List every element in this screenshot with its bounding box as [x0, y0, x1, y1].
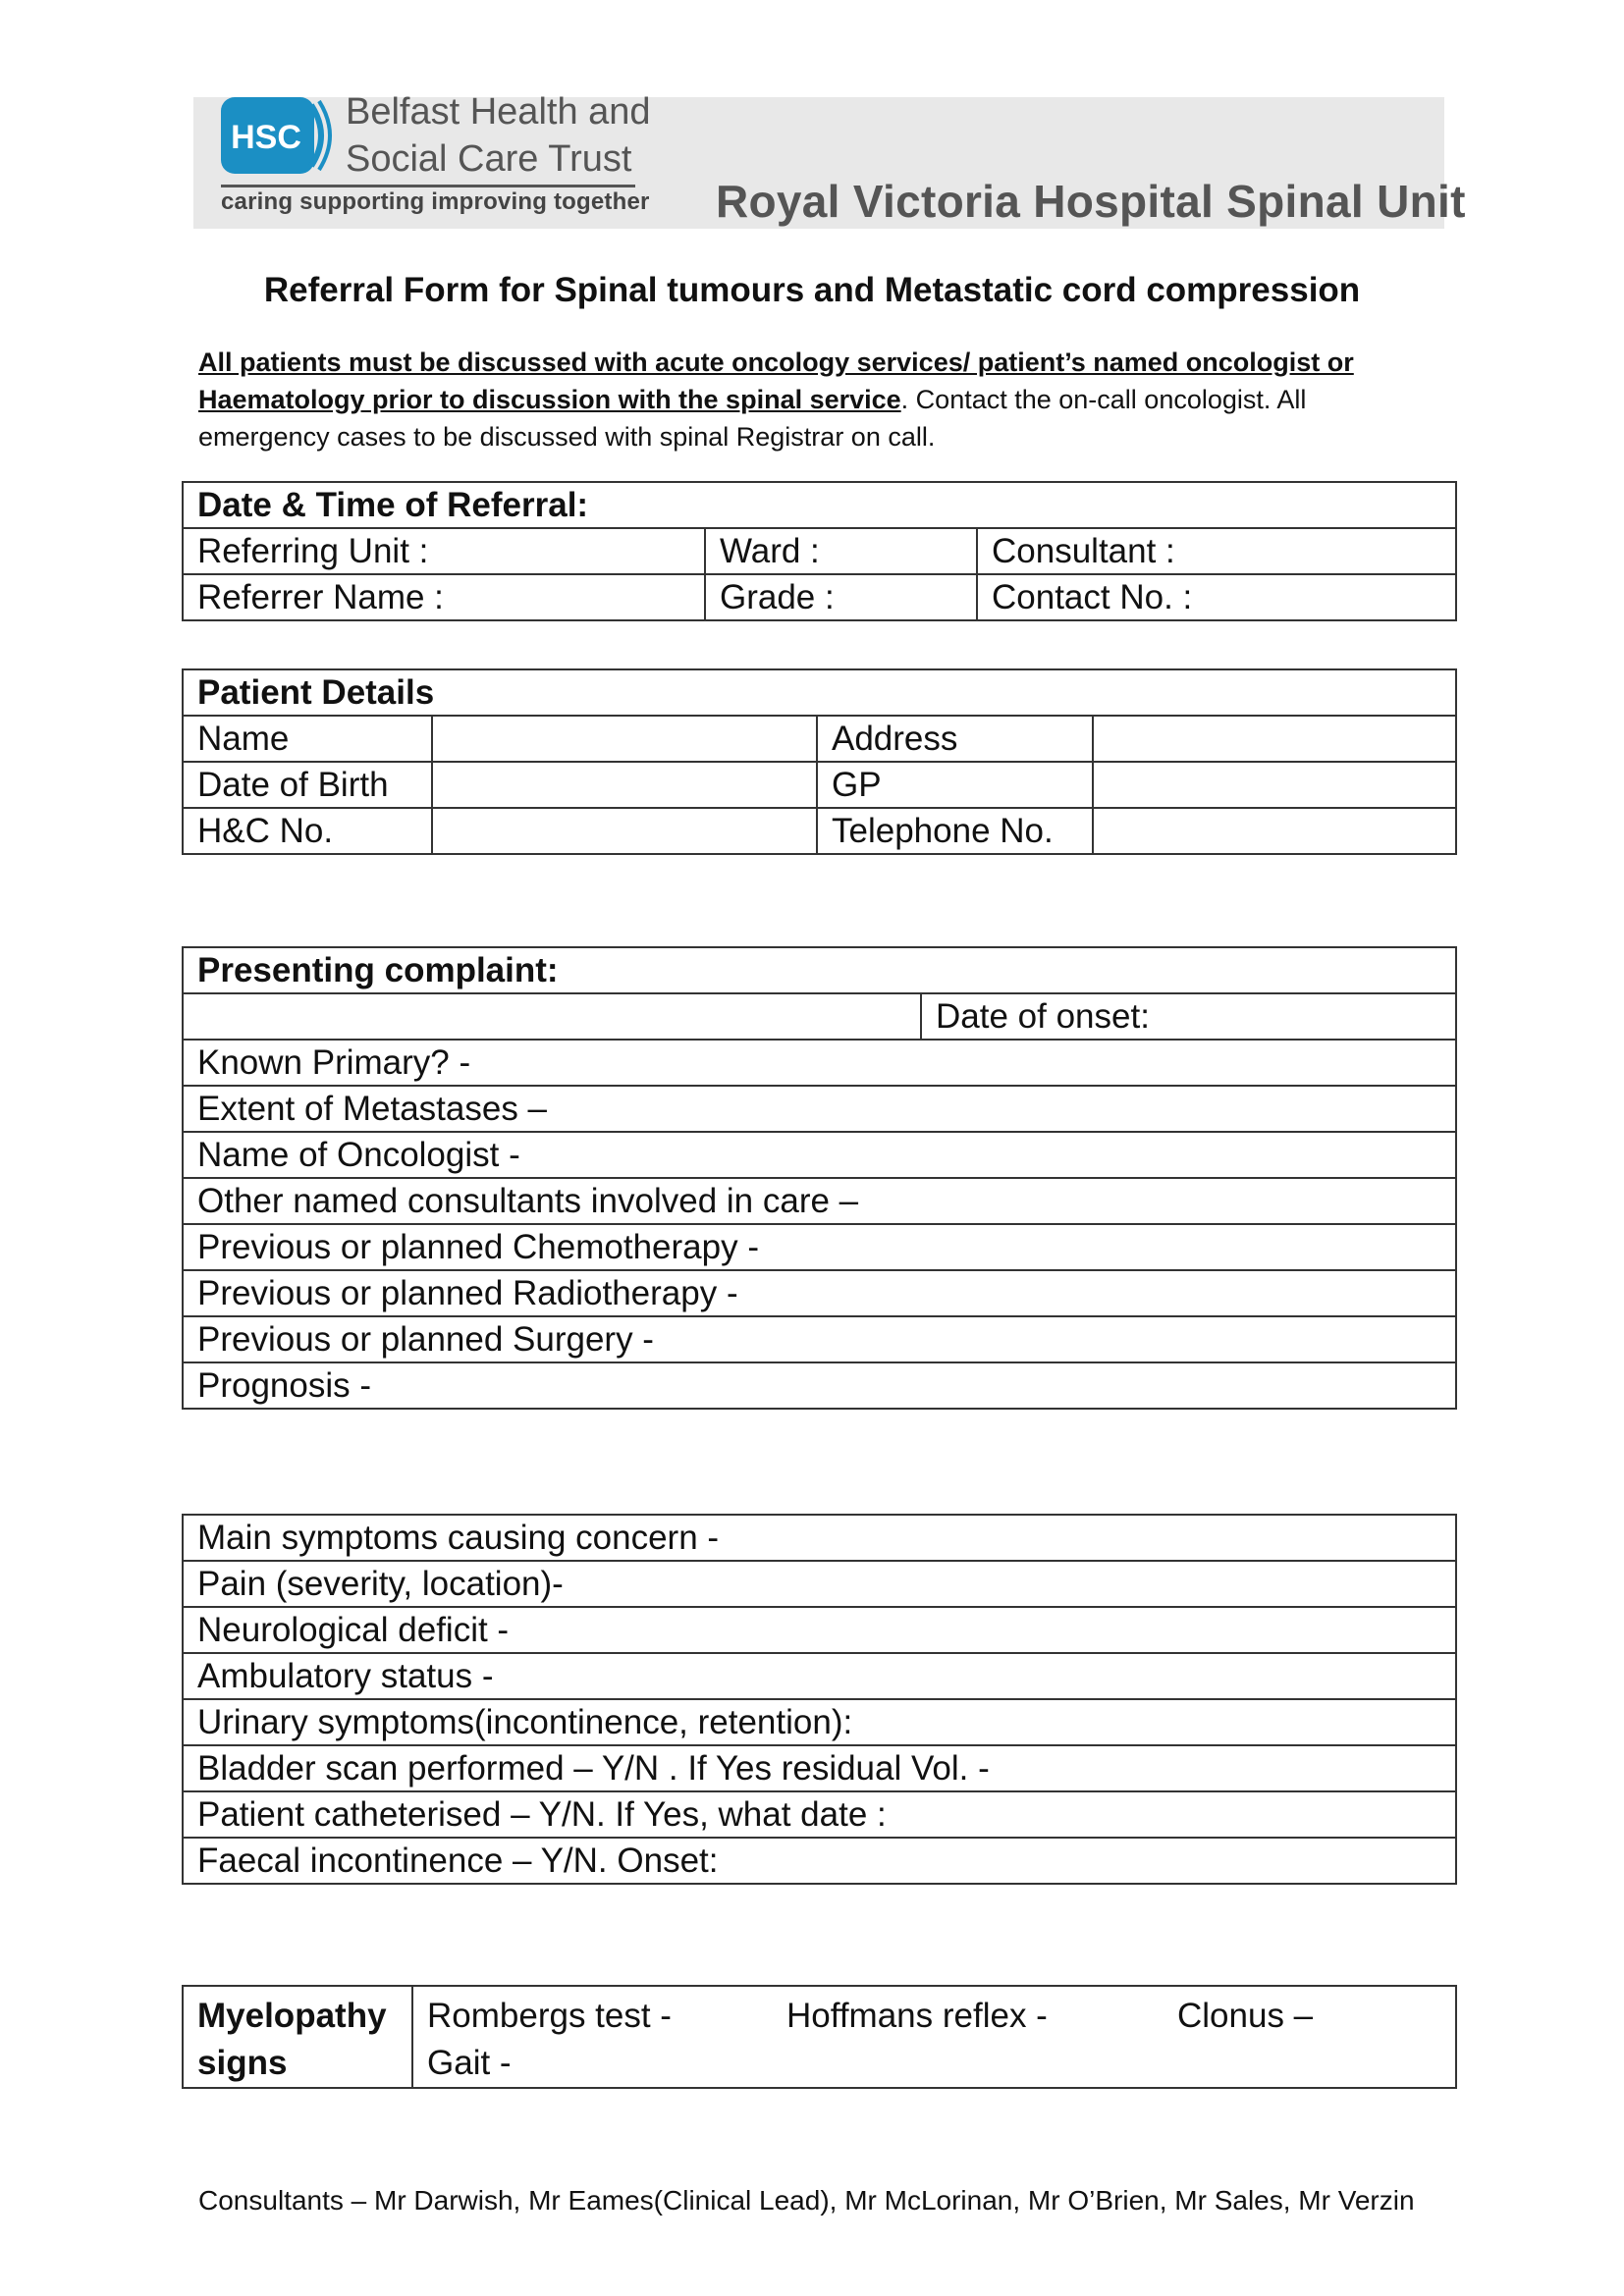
other-consultants-field[interactable]: Other named consultants involved in care –: [183, 1178, 1456, 1224]
myelopathy-heading-line2: signs: [197, 2044, 288, 2082]
name-input[interactable]: [432, 716, 817, 762]
surgery-field[interactable]: Previous or planned Surgery -: [183, 1316, 1456, 1362]
myelopathy-heading-line1: Myelopathy: [197, 1997, 387, 2035]
intro-line3: emergency cases to be discussed with spinal Registrar on call.: [198, 422, 936, 452]
radiotherapy-field[interactable]: Previous or planned Radiotherapy -: [183, 1270, 1456, 1316]
gp-input[interactable]: [1093, 762, 1456, 808]
tagline: caring supporting improving together: [221, 188, 650, 215]
contact-no-field[interactable]: Contact No. :: [977, 574, 1456, 620]
name-label: Name: [183, 716, 432, 762]
telephone-label: Telephone No.: [817, 808, 1093, 854]
presenting-complaint-heading: Presenting complaint:: [183, 947, 1456, 993]
trust-name-line1: Belfast Health and: [346, 91, 651, 133]
ward-field[interactable]: Ward :: [705, 528, 977, 574]
date-of-onset-field[interactable]: Date of onset:: [921, 993, 1456, 1040]
myelopathy-heading: [183, 1986, 412, 2088]
symptoms-table: [182, 1514, 1457, 1885]
address-input[interactable]: [1093, 716, 1456, 762]
telephone-input[interactable]: [1093, 808, 1456, 854]
presenting-complaint-table: [182, 946, 1457, 1410]
hospital-unit-title: Royal Victoria Hospital Spinal Unit: [716, 176, 1466, 227]
rombergs-field[interactable]: Rombergs test -: [427, 1997, 672, 2035]
hc-no-label: H&C No.: [183, 808, 432, 854]
clonus-field[interactable]: Clonus –: [1177, 1997, 1314, 2035]
referring-unit-field[interactable]: Referring Unit :: [183, 528, 705, 574]
pain-field[interactable]: Pain (severity, location)-: [183, 1561, 1456, 1607]
form-title: Referral Form for Spinal tumours and Metastatic cord compression: [263, 271, 1361, 309]
hsc-logo: [221, 97, 334, 174]
referral-table: [182, 481, 1457, 621]
myelopathy-table: [182, 1985, 1457, 2089]
bladder-scan-field[interactable]: Bladder scan performed – Y/N . If Yes residual Vol. -: [183, 1745, 1456, 1791]
referrer-name-field[interactable]: Referrer Name :: [183, 574, 705, 620]
intro-text: [198, 344, 1475, 455]
extent-metastases-field[interactable]: Extent of Metastases –: [183, 1086, 1456, 1132]
grade-field[interactable]: Grade :: [705, 574, 977, 620]
consultants-footer: Consultants – Mr Darwish, Mr Eames(Clinical Lead), Mr McLorinan, Mr O’Brien, Mr Sales, Mr Verzin: [198, 2185, 1415, 2216]
trust-name-line2: Social Care Trust: [346, 138, 632, 180]
complaint-input[interactable]: [183, 993, 921, 1040]
chemotherapy-field[interactable]: Previous or planned Chemotherapy -: [183, 1224, 1456, 1270]
consultant-field[interactable]: Consultant :: [977, 528, 1456, 574]
prognosis-field[interactable]: Prognosis -: [183, 1362, 1456, 1409]
gait-field[interactable]: Gait -: [427, 2044, 512, 2082]
hsc-logo-icon: [221, 97, 334, 174]
main-symptoms-field[interactable]: Main symptoms causing concern -: [183, 1515, 1456, 1561]
dob-label: Date of Birth: [183, 762, 432, 808]
address-label: Address: [817, 716, 1093, 762]
gp-label: GP: [817, 762, 1093, 808]
myelopathy-signs-cell[interactable]: [412, 1986, 1456, 2088]
patient-details-table: [182, 668, 1457, 855]
hoffmans-field[interactable]: Hoffmans reflex -: [786, 1997, 1048, 2035]
faecal-incontinence-field[interactable]: Faecal incontinence – Y/N. Onset:: [183, 1838, 1456, 1884]
intro-rest: . Contact the on-call oncologist. All: [900, 385, 1307, 414]
intro-emphasis-2: Haematology prior to discussion with the spinal service: [198, 385, 901, 414]
neuro-deficit-field[interactable]: Neurological deficit -: [183, 1607, 1456, 1653]
tagline-divider: [221, 185, 635, 187]
catheterised-field[interactable]: Patient catheterised – Y/N. If Yes, what date :: [183, 1791, 1456, 1838]
urinary-symptoms-field[interactable]: Urinary symptoms(incontinence, retention):: [183, 1699, 1456, 1745]
patient-details-heading: Patient Details: [183, 669, 1456, 716]
logo-text: HSC: [231, 119, 301, 156]
hc-no-input[interactable]: [432, 808, 817, 854]
intro-emphasis-1: All patients must be discussed with acute oncology services/ patient’s named oncologist or: [198, 347, 1354, 377]
known-primary-field[interactable]: Known Primary? -: [183, 1040, 1456, 1086]
ambulatory-status-field[interactable]: Ambulatory status -: [183, 1653, 1456, 1699]
dob-input[interactable]: [432, 762, 817, 808]
referral-heading[interactable]: Date & Time of Referral:: [183, 482, 1456, 528]
oncologist-name-field[interactable]: Name of Oncologist -: [183, 1132, 1456, 1178]
